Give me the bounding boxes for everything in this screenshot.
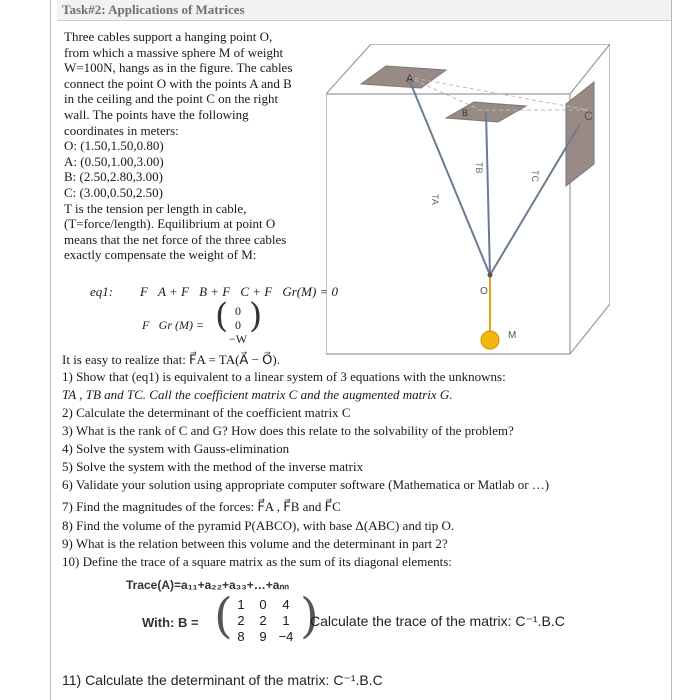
matrix-row (226, 613, 302, 629)
fgr-vector-y: 0 (235, 318, 241, 332)
point-O (488, 273, 493, 278)
room-edge (326, 44, 371, 94)
fgr-vector-x: 0 (235, 304, 241, 318)
task-2: 2) Calculate the determinant of the coefficient matrix C (62, 405, 351, 420)
cable-C (490, 124, 580, 275)
sphere-M (481, 331, 499, 349)
matrix-B (226, 597, 302, 645)
intro-line: connect the point O with the points A and B (64, 75, 292, 91)
label-A: A (406, 73, 414, 85)
matrix-cell: 1 (282, 613, 290, 628)
matrix-cell: 8 (237, 629, 245, 644)
trace-task: Calculate the trace of the matrix: C⁻¹.B.C (310, 613, 565, 629)
matrix-cell: 4 (282, 597, 290, 612)
task-8: 8) Find the volume of the pyramid P(ABCO), with base Δ(ABC) and tip O. (62, 518, 455, 533)
task-4: 4) Solve the system with Gauss-elimination (62, 441, 290, 456)
matrix-row (226, 629, 302, 645)
fgr-lhs: F⃗Gr (M) = (142, 318, 205, 332)
matrix-cell: 2 (237, 613, 245, 628)
intro-line: T is the tension per length in cable, (64, 200, 247, 216)
matrix-row (226, 597, 302, 613)
task-3: 3) What is the rank of C and G? How does this relate to the solvability of the problem? (62, 423, 514, 438)
intro-line: W=100N, hangs as in the figure. The cables (64, 60, 293, 76)
label-O: O (480, 286, 488, 297)
matrix-left-paren: ( (214, 588, 233, 644)
coord-O: O: (1.50,1.50,0.80) (64, 138, 164, 154)
matrix-cell: 1 (237, 597, 245, 612)
room-edge (570, 304, 610, 354)
label-TA: TA (430, 194, 440, 205)
task-1b: TA , TB and TC. Call the coefficient matrix C and the augmented matrix G. (62, 387, 453, 402)
intro-line: exactly compensate the weight of M: (64, 247, 257, 263)
coord-A: A: (0.50,1.00,3.00) (64, 153, 164, 169)
intro-line: Three cables support a hanging point O, (64, 29, 273, 44)
intro-line: (T=force/length). Equilibrium at point O (64, 216, 276, 232)
label-B: B (462, 108, 469, 118)
fgr-vector (228, 304, 248, 346)
intro-paragraph (64, 29, 319, 263)
cable-figure (326, 44, 610, 369)
task-10: 10) Define the trace of a square matrix as the sum of its diagonal elements: (62, 554, 452, 569)
label-C: C (584, 109, 593, 123)
eq1-label: eq1: (90, 284, 114, 299)
eq1-equation: F⃗A + F⃗B + F⃗C + F⃗Gr(M) = 0⃗ (140, 284, 349, 299)
matrix-cell: −4 (278, 629, 294, 644)
coord-C: C: (3.00,0.50,2.50) (64, 184, 163, 200)
task-6: 6) Validate your solution using appropriate computer software (Mathematica or Matlab or …) (62, 477, 550, 492)
fgr-right-paren: ) (249, 296, 263, 336)
cable-B (486, 112, 490, 275)
label-TC: TC (530, 170, 540, 182)
page-title: Task#2: Applications of Matrices (62, 2, 245, 17)
label-M: M (508, 330, 517, 341)
intro-line: from which a massive sphere M of weight (64, 44, 284, 60)
fgr-vector-z: −W (228, 332, 248, 346)
matrix-cell: 9 (259, 629, 267, 644)
intro-line: in the ceiling and the point C on the right (64, 91, 279, 107)
matrix-cell: 2 (259, 613, 267, 628)
task-1: 1) Show that (eq1) is equivalent to a linear system of 3 equations with the unknowns: (62, 369, 506, 384)
easy-line: It is easy to realize that: F⃗A = TA(A⃗ − O⃗). (62, 352, 280, 367)
fgr-left-paren: ( (215, 296, 229, 336)
task-11: 11) Calculate the determinant of the matrix: C⁻¹.B.C (62, 672, 383, 688)
coord-B: B: (2.50,2.80,3.00) (64, 169, 163, 185)
intro-line: coordinates in meters: (64, 122, 179, 138)
plate-A (361, 66, 446, 88)
matrix-cell: 0 (259, 597, 267, 612)
label-TB: TB (474, 162, 484, 174)
intro-line: wall. The points have the following (64, 106, 249, 122)
task-5: 5) Solve the system with the method of the inverse matrix (62, 459, 364, 474)
trace-definition: Trace(A)=a₁₁+a₂₂+a₃₃+…+aₙₙ (126, 578, 290, 592)
with-label: With: B = (142, 615, 199, 630)
task-9: 9) What is the relation between this volume and the determinant in part 2? (62, 536, 448, 551)
intro-line: means that the net force of the three cables (64, 231, 287, 247)
task-7: 7) Find the magnitudes of the forces: F⃗A , F⃗B and F⃗C (62, 499, 341, 514)
matrix-right-paren: ) (300, 588, 319, 644)
